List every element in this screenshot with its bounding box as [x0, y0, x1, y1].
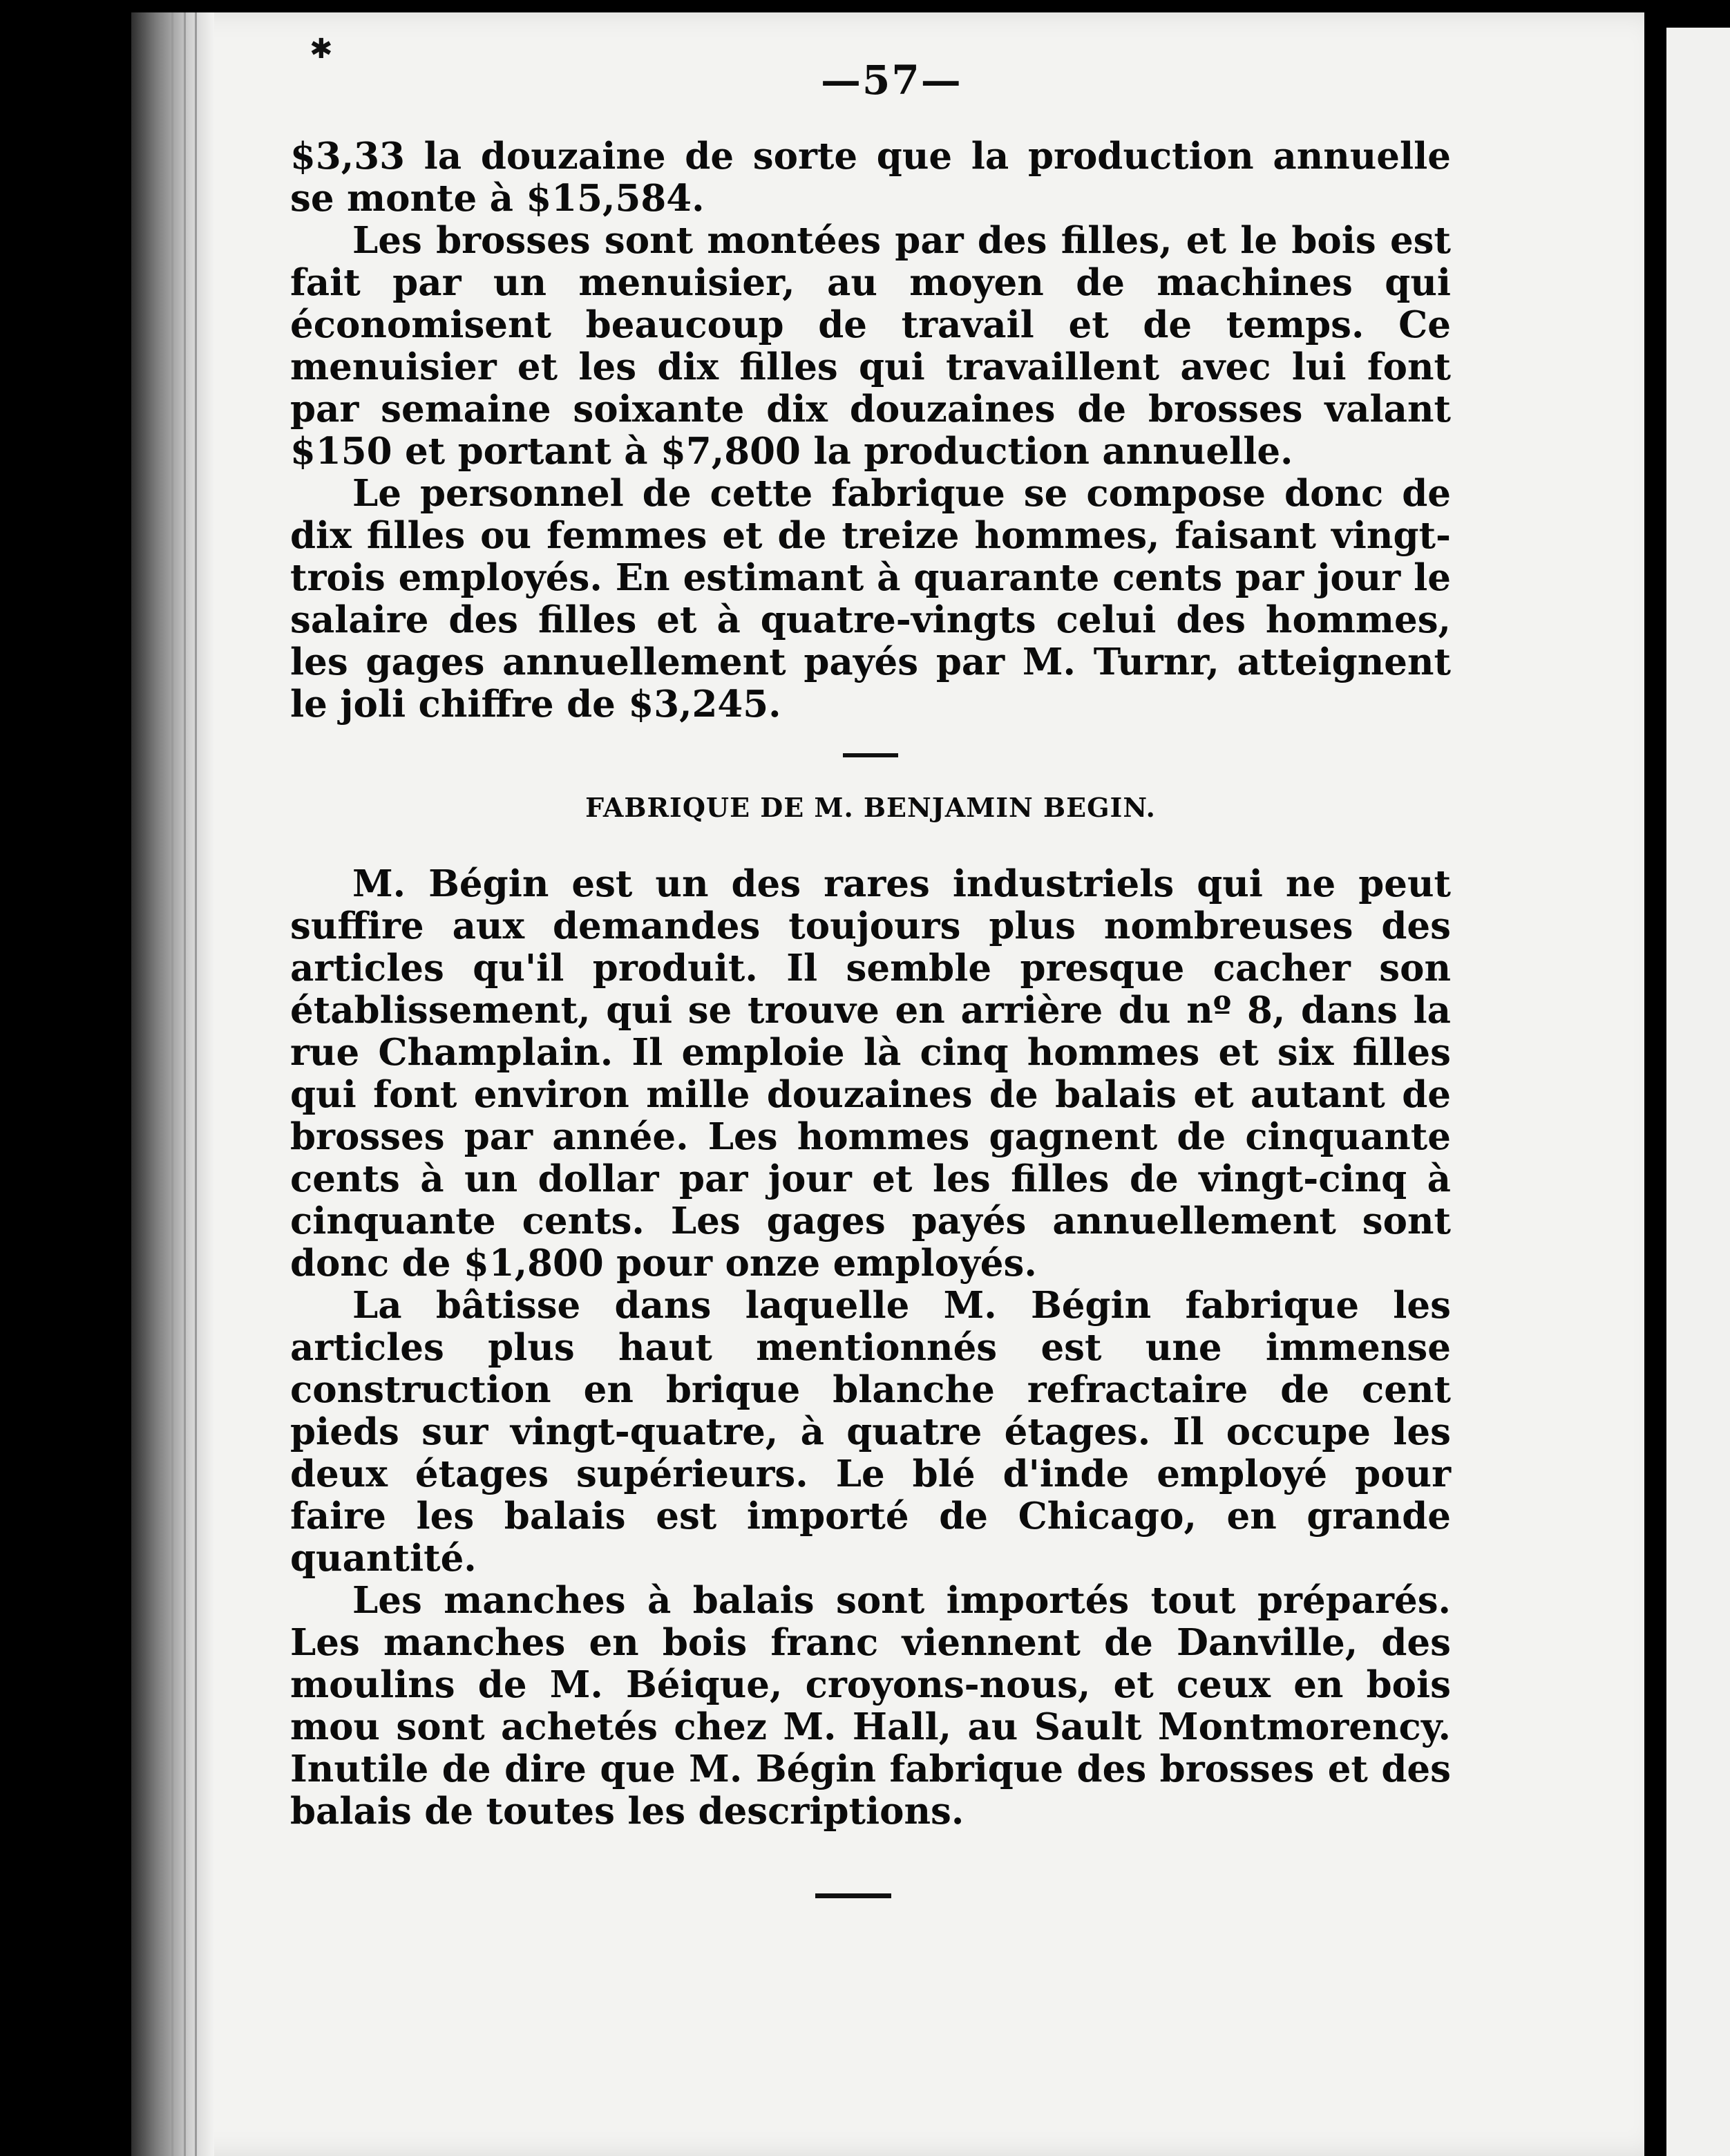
page-gap [1644, 0, 1666, 2156]
paragraph: La bâtisse dans laquelle M. Bégin fabrique les articles plus haut mentionnés est une immense construction en brique blanche refractaire de cent pieds sur vingt-quatre, à quatre étages. Il occupe les deux étages supérieurs. Le blé d'inde employé pour faire les balais est importé de Chicago, en grande quantité. [290, 1284, 1451, 1580]
paragraph: $3,33 la douzaine de sorte que la production annuelle se monte à $15,584. [290, 135, 1451, 220]
ink-smudge: ✱ [310, 33, 333, 65]
adjacent-page-edge [1666, 28, 1730, 2156]
page-edge-line [184, 12, 186, 2156]
page-edge-line [195, 12, 197, 2156]
paragraph: Les brosses sont montées par des filles, et le bois est fait par un menuisier, au moyen de machines qui économisent beaucoup de travail et de temps. Ce menuisier et les dix filles qui travaillent avec lui font par semaine soixante dix douzaines de brosses valant $150 et portant à $7,800 la production annuelle. [290, 219, 1451, 473]
section-title: FABRIQUE DE M. BENJAMIN BEGIN. [585, 792, 1156, 823]
end-divider [815, 1893, 891, 1898]
body-text [290, 135, 1451, 1898]
paragraph: Les manches à balais sont importés tout préparés. Les manches en bois franc viennent de Danville, des moulins de M. Béique, croyons-nous, et ceux en bois mou sont achetés chez M. Hall, au Sault Montmorency. Inutile de dire que M. Bégin fabrique des brosses et des balais de toutes les descriptions. [290, 1579, 1451, 1833]
paragraph: M. Bégin est un des rares industriels qui ne peut suffire aux demandes toujours plus nombreuses des articles qu'il produit. Il semble presque cacher son établissement, qui se trouve en arrière du nº 8, dans la rue Champlain. Il emploie là cinq hommes et six filles qui font environ mille douzaines de balais et autant de brosses par année. Les hommes gagnent de cinquante cents à un dollar par jour et les filles de vingt-cinq à cinquante cents. Les gages payés annuellement sont donc de $1,800 pour onze employés. [290, 862, 1451, 1285]
page-number: —57— [821, 57, 962, 104]
section-divider [843, 753, 898, 757]
paragraph: Le personnel de cette fabrique se compose donc de dix filles ou femmes et de treize hommes, faisant vingt-trois employés. En estimant à quarante cents par jour le salaire des filles et à quatre-vingts celui des hommes, les gages annuellement payés par M. Turnr, atteignent le joli chiffre de $3,245. [290, 472, 1451, 726]
page-edge-line [171, 12, 173, 2156]
